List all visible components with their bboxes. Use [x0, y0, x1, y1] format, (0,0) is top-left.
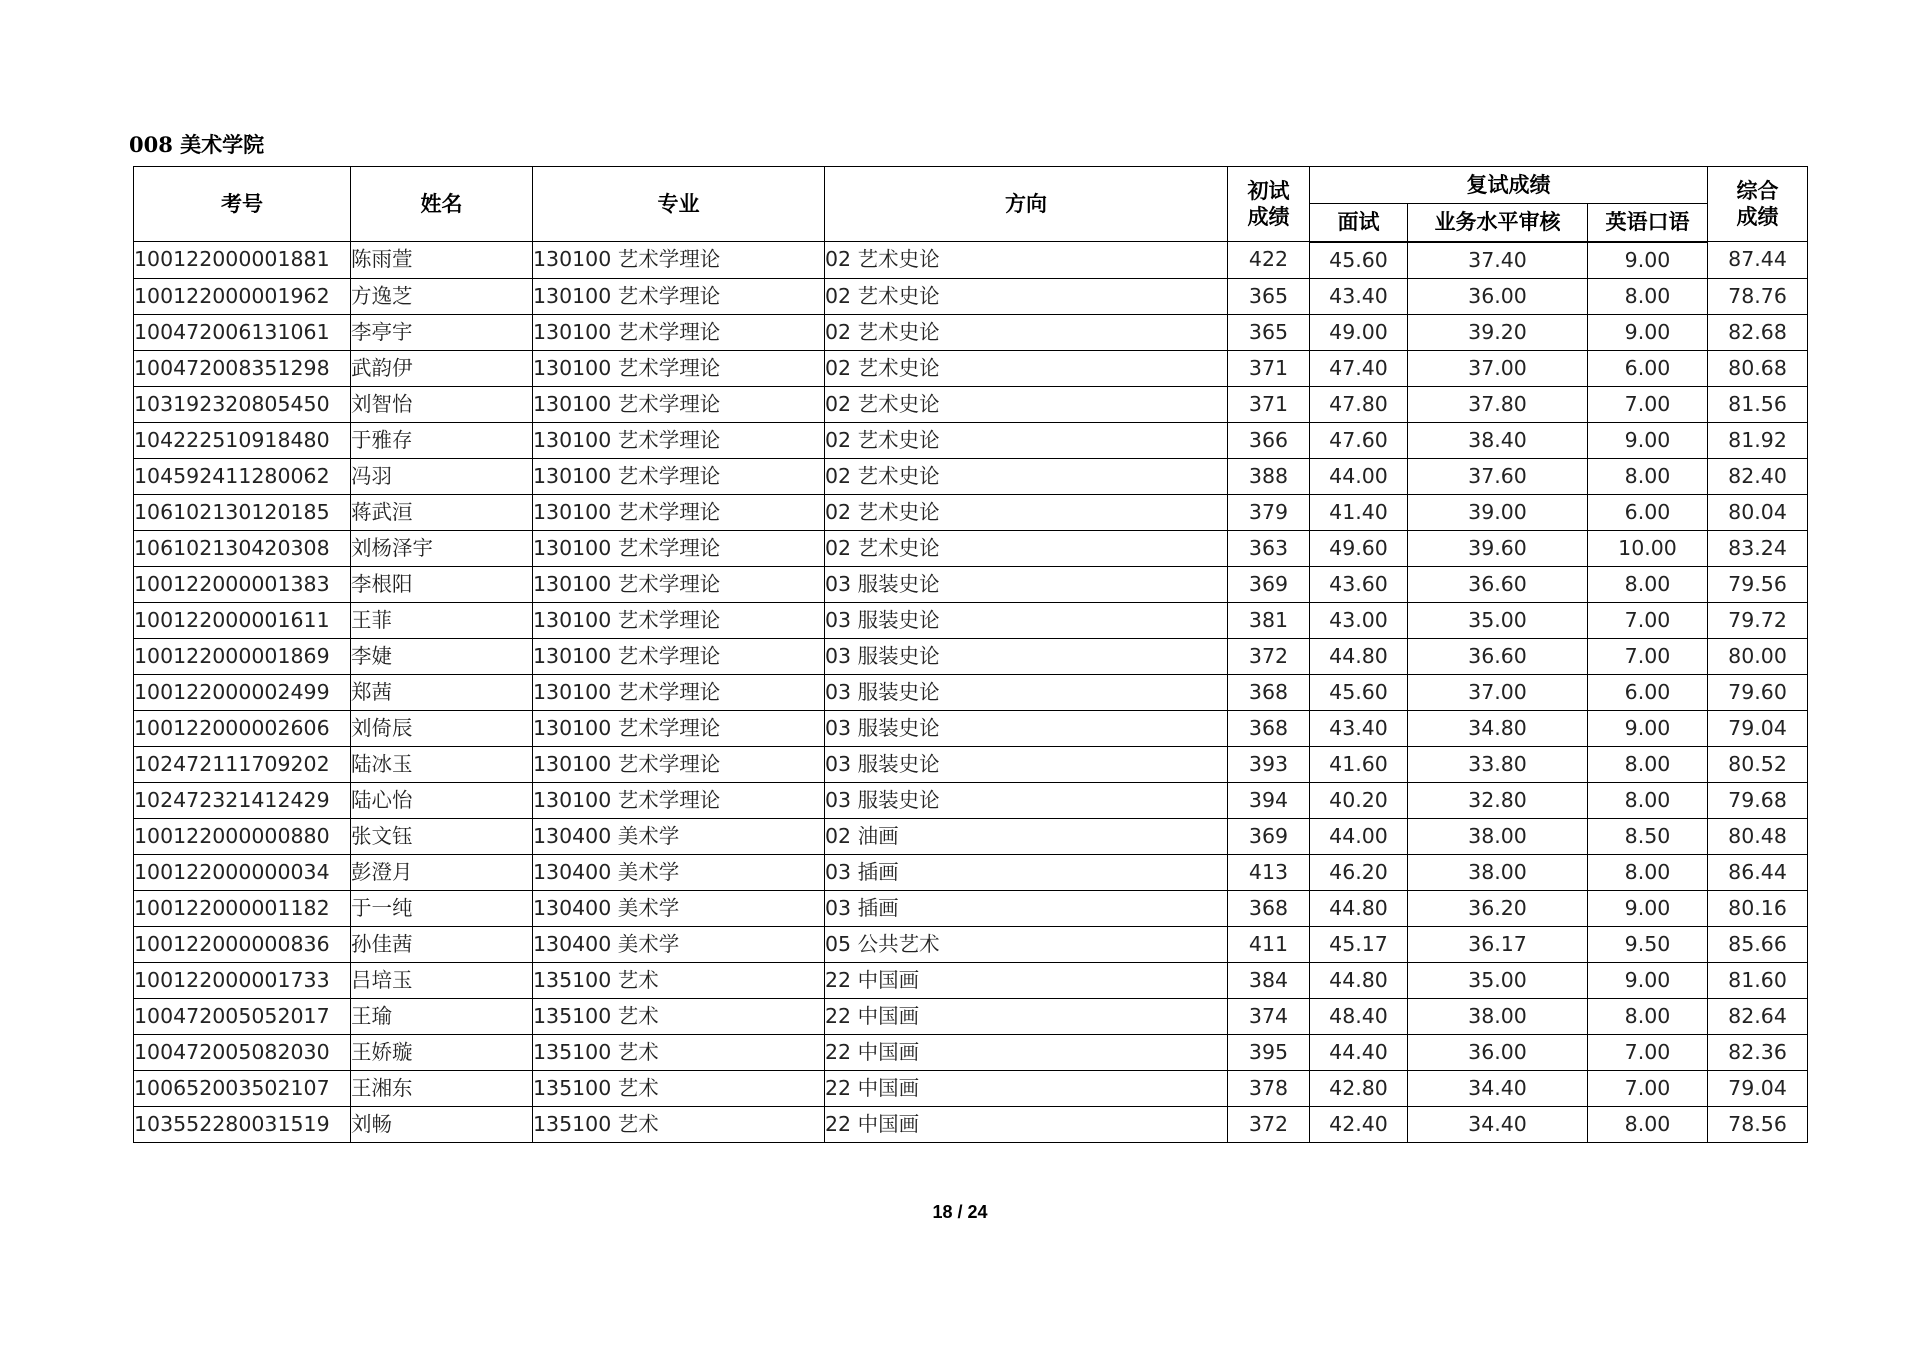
cell-english-oral-score: 6.00: [1588, 350, 1708, 386]
cell-interview-score: 43.40: [1310, 710, 1408, 746]
cell-total-score: 78.56: [1708, 1106, 1808, 1142]
table-row: [134, 962, 1808, 998]
cell-direction: 03 插画: [825, 890, 1228, 926]
cell-direction: 02 艺术史论: [825, 386, 1228, 422]
cell-prelim-score: 365: [1228, 314, 1310, 350]
header-prelim-score: [1228, 167, 1310, 242]
cell-exam-id: 103192320805450: [134, 386, 351, 422]
cell-interview-score: 45.17: [1310, 926, 1408, 962]
cell-exam-id: 100122000000836: [134, 926, 351, 962]
table-row: [134, 890, 1808, 926]
cell-exam-id: 100122000001733: [134, 962, 351, 998]
cell-major: 130100 艺术学理论: [533, 674, 825, 710]
cell-name: 刘杨泽宇: [351, 530, 533, 566]
cell-total-score: 80.48: [1708, 818, 1808, 854]
cell-prelim-score: 366: [1228, 422, 1310, 458]
cell-interview-score: 43.60: [1310, 566, 1408, 602]
cell-direction: 03 服装史论: [825, 674, 1228, 710]
cell-total-score: 83.24: [1708, 530, 1808, 566]
cell-english-oral-score: 7.00: [1588, 386, 1708, 422]
cell-prelim-score: 374: [1228, 998, 1310, 1034]
cell-major: 130100 艺术学理论: [533, 494, 825, 530]
cell-name: 方逸芝: [351, 278, 533, 314]
cell-total-score: 82.40: [1708, 458, 1808, 494]
table-row: [134, 350, 1808, 386]
cell-business-review-score: 36.17: [1408, 926, 1588, 962]
cell-name: 陆心怡: [351, 782, 533, 818]
header-total-line1: 综合: [1736, 179, 1779, 203]
cell-major: 130100 艺术学理论: [533, 566, 825, 602]
cell-direction: 22 中国画: [825, 1070, 1228, 1106]
header-interview: 面试: [1310, 204, 1408, 242]
header-business-review: 业务水平审核: [1408, 204, 1588, 242]
cell-name: 张文钰: [351, 818, 533, 854]
cell-exam-id: 100122000001869: [134, 638, 351, 674]
table-row: [134, 602, 1808, 638]
cell-interview-score: 44.80: [1310, 890, 1408, 926]
table-row: [134, 566, 1808, 602]
cell-exam-id: 100122000001182: [134, 890, 351, 926]
cell-english-oral-score: 6.00: [1588, 494, 1708, 530]
cell-name: 王湘东: [351, 1070, 533, 1106]
cell-direction: 02 艺术史论: [825, 494, 1228, 530]
cell-business-review-score: 36.00: [1408, 278, 1588, 314]
header-total-line2: 成绩: [1736, 205, 1779, 229]
cell-prelim-score: 411: [1228, 926, 1310, 962]
cell-prelim-score: 369: [1228, 818, 1310, 854]
cell-direction: 02 艺术史论: [825, 422, 1228, 458]
cell-exam-id: 100122000001611: [134, 602, 351, 638]
cell-exam-id: 100122000001962: [134, 278, 351, 314]
cell-business-review-score: 37.80: [1408, 386, 1588, 422]
cell-business-review-score: 36.00: [1408, 1034, 1588, 1070]
cell-business-review-score: 38.00: [1408, 818, 1588, 854]
cell-name: 蒋武洹: [351, 494, 533, 530]
cell-interview-score: 43.00: [1310, 602, 1408, 638]
cell-total-score: 79.04: [1708, 1070, 1808, 1106]
cell-exam-id: 103552280031519: [134, 1106, 351, 1142]
cell-direction: 22 中国画: [825, 962, 1228, 998]
cell-total-score: 79.56: [1708, 566, 1808, 602]
cell-english-oral-score: 10.00: [1588, 530, 1708, 566]
cell-english-oral-score: 8.00: [1588, 1106, 1708, 1142]
cell-english-oral-score: 9.50: [1588, 926, 1708, 962]
table-row: [134, 638, 1808, 674]
cell-business-review-score: 33.80: [1408, 746, 1588, 782]
cell-total-score: 80.16: [1708, 890, 1808, 926]
table-row: [134, 854, 1808, 890]
cell-interview-score: 41.40: [1310, 494, 1408, 530]
cell-interview-score: 47.60: [1310, 422, 1408, 458]
cell-name: 武韵伊: [351, 350, 533, 386]
cell-total-score: 80.52: [1708, 746, 1808, 782]
cell-business-review-score: 37.40: [1408, 242, 1588, 279]
cell-prelim-score: 388: [1228, 458, 1310, 494]
table-row: [134, 782, 1808, 818]
cell-interview-score: 49.00: [1310, 314, 1408, 350]
cell-major: 130100 艺术学理论: [533, 458, 825, 494]
cell-direction: 02 油画: [825, 818, 1228, 854]
cell-total-score: 82.68: [1708, 314, 1808, 350]
cell-name: 于雅存: [351, 422, 533, 458]
cell-total-score: 80.00: [1708, 638, 1808, 674]
cell-exam-id: 100122000002606: [134, 710, 351, 746]
cell-interview-score: 40.20: [1310, 782, 1408, 818]
cell-direction: 02 艺术史论: [825, 458, 1228, 494]
cell-direction: 03 服装史论: [825, 638, 1228, 674]
cell-name: 王娇璇: [351, 1034, 533, 1070]
cell-direction: 03 服装史论: [825, 746, 1228, 782]
table-row: [134, 278, 1808, 314]
cell-major: 130400 美术学: [533, 818, 825, 854]
cell-direction: 03 服装史论: [825, 710, 1228, 746]
cell-business-review-score: 34.80: [1408, 710, 1588, 746]
cell-major: 130100 艺术学理论: [533, 314, 825, 350]
cell-english-oral-score: 6.00: [1588, 674, 1708, 710]
cell-major: 130400 美术学: [533, 854, 825, 890]
cell-prelim-score: 365: [1228, 278, 1310, 314]
cell-interview-score: 47.80: [1310, 386, 1408, 422]
cell-exam-id: 104592411280062: [134, 458, 351, 494]
cell-interview-score: 49.60: [1310, 530, 1408, 566]
header-direction: 方向: [825, 167, 1228, 242]
cell-business-review-score: 37.00: [1408, 674, 1588, 710]
cell-exam-id: 100472008351298: [134, 350, 351, 386]
cell-english-oral-score: 8.00: [1588, 566, 1708, 602]
cell-prelim-score: 368: [1228, 890, 1310, 926]
cell-prelim-score: 368: [1228, 674, 1310, 710]
cell-english-oral-score: 8.00: [1588, 458, 1708, 494]
cell-direction: 02 艺术史论: [825, 530, 1228, 566]
cell-name: 刘畅: [351, 1106, 533, 1142]
cell-english-oral-score: 9.00: [1588, 242, 1708, 279]
cell-total-score: 79.72: [1708, 602, 1808, 638]
cell-name: 李亭宇: [351, 314, 533, 350]
cell-prelim-score: 381: [1228, 602, 1310, 638]
header-name: 姓名: [351, 167, 533, 242]
cell-major: 130100 艺术学理论: [533, 422, 825, 458]
cell-name: 彭澄月: [351, 854, 533, 890]
cell-business-review-score: 35.00: [1408, 602, 1588, 638]
cell-exam-id: 100122000001383: [134, 566, 351, 602]
cell-prelim-score: 395: [1228, 1034, 1310, 1070]
cell-business-review-score: 36.60: [1408, 638, 1588, 674]
cell-name: 于一纯: [351, 890, 533, 926]
cell-english-oral-score: 8.00: [1588, 278, 1708, 314]
cell-business-review-score: 36.60: [1408, 566, 1588, 602]
cell-direction: 02 艺术史论: [825, 278, 1228, 314]
cell-direction: 22 中国画: [825, 1106, 1228, 1142]
cell-english-oral-score: 7.00: [1588, 1034, 1708, 1070]
cell-prelim-score: 369: [1228, 566, 1310, 602]
cell-interview-score: 44.80: [1310, 962, 1408, 998]
cell-direction: 22 中国画: [825, 998, 1228, 1034]
table-row: [134, 674, 1808, 710]
table-row: [134, 422, 1808, 458]
cell-prelim-score: 384: [1228, 962, 1310, 998]
cell-direction: 05 公共艺术: [825, 926, 1228, 962]
cell-total-score: 82.36: [1708, 1034, 1808, 1070]
cell-prelim-score: 363: [1228, 530, 1310, 566]
header-row-top: [134, 167, 1808, 204]
cell-direction: 03 服装史论: [825, 566, 1228, 602]
cell-prelim-score: 393: [1228, 746, 1310, 782]
cell-exam-id: 106102130120185: [134, 494, 351, 530]
cell-interview-score: 46.20: [1310, 854, 1408, 890]
table-row: [134, 710, 1808, 746]
table-row: [134, 818, 1808, 854]
table-row: [134, 494, 1808, 530]
cell-major: 130100 艺术学理论: [533, 242, 825, 279]
cell-interview-score: 47.40: [1310, 350, 1408, 386]
cell-exam-id: 100472005082030: [134, 1034, 351, 1070]
cell-exam-id: 104222510918480: [134, 422, 351, 458]
cell-exam-id: 100122000002499: [134, 674, 351, 710]
cell-business-review-score: 34.40: [1408, 1070, 1588, 1106]
header-english-oral: 英语口语: [1588, 204, 1708, 242]
cell-interview-score: 44.80: [1310, 638, 1408, 674]
cell-interview-score: 41.60: [1310, 746, 1408, 782]
cell-english-oral-score: 8.00: [1588, 854, 1708, 890]
header-exam-id: 考号: [134, 167, 351, 242]
cell-direction: 02 艺术史论: [825, 314, 1228, 350]
cell-total-score: 81.92: [1708, 422, 1808, 458]
cell-major: 135100 艺术: [533, 1034, 825, 1070]
page-number: 18 / 24: [932, 1202, 988, 1222]
cell-name: 陆冰玉: [351, 746, 533, 782]
cell-business-review-score: 39.20: [1408, 314, 1588, 350]
cell-major: 130100 艺术学理论: [533, 638, 825, 674]
cell-exam-id: 100122000000034: [134, 854, 351, 890]
cell-business-review-score: 32.80: [1408, 782, 1588, 818]
cell-prelim-score: 378: [1228, 1070, 1310, 1106]
cell-prelim-score: 394: [1228, 782, 1310, 818]
cell-major: 130100 艺术学理论: [533, 782, 825, 818]
cell-major: 130100 艺术学理论: [533, 710, 825, 746]
table-row: [134, 242, 1808, 279]
cell-name: 王菲: [351, 602, 533, 638]
cell-interview-score: 45.60: [1310, 242, 1408, 279]
cell-prelim-score: 422: [1228, 242, 1310, 279]
cell-total-score: 79.04: [1708, 710, 1808, 746]
cell-name: 李婕: [351, 638, 533, 674]
cell-exam-id: 106102130420308: [134, 530, 351, 566]
table-row: [134, 998, 1808, 1034]
cell-direction: 03 服装史论: [825, 602, 1228, 638]
cell-major: 130100 艺术学理论: [533, 602, 825, 638]
cell-total-score: 81.60: [1708, 962, 1808, 998]
cell-total-score: 79.60: [1708, 674, 1808, 710]
table-row: [134, 926, 1808, 962]
cell-prelim-score: 372: [1228, 1106, 1310, 1142]
cell-total-score: 81.56: [1708, 386, 1808, 422]
cell-english-oral-score: 8.00: [1588, 998, 1708, 1034]
cell-english-oral-score: 7.00: [1588, 602, 1708, 638]
cell-english-oral-score: 7.00: [1588, 1070, 1708, 1106]
cell-exam-id: 102472321412429: [134, 782, 351, 818]
cell-major: 130100 艺术学理论: [533, 350, 825, 386]
cell-business-review-score: 35.00: [1408, 962, 1588, 998]
table-row: [134, 746, 1808, 782]
cell-major: 130100 艺术学理论: [533, 386, 825, 422]
table-row: [134, 386, 1808, 422]
cell-major: 135100 艺术: [533, 1106, 825, 1142]
cell-interview-score: 42.80: [1310, 1070, 1408, 1106]
cell-direction: 03 服装史论: [825, 782, 1228, 818]
cell-interview-score: 44.00: [1310, 458, 1408, 494]
cell-total-score: 79.68: [1708, 782, 1808, 818]
cell-total-score: 87.44: [1708, 242, 1808, 279]
cell-major: 130100 艺术学理论: [533, 278, 825, 314]
header-prelim-line1: 初试: [1247, 179, 1290, 203]
cell-prelim-score: 379: [1228, 494, 1310, 530]
cell-business-review-score: 38.00: [1408, 854, 1588, 890]
cell-prelim-score: 413: [1228, 854, 1310, 890]
cell-english-oral-score: 8.00: [1588, 782, 1708, 818]
cell-english-oral-score: 8.00: [1588, 746, 1708, 782]
cell-prelim-score: 371: [1228, 386, 1310, 422]
table-row: [134, 1106, 1808, 1142]
cell-name: 刘智怡: [351, 386, 533, 422]
cell-name: 陈雨萱: [351, 242, 533, 279]
table-row: [134, 1070, 1808, 1106]
cell-prelim-score: 371: [1228, 350, 1310, 386]
table-row: [134, 314, 1808, 350]
cell-english-oral-score: 7.00: [1588, 638, 1708, 674]
cell-name: 王瑜: [351, 998, 533, 1034]
cell-business-review-score: 34.40: [1408, 1106, 1588, 1142]
cell-name: 孙佳茜: [351, 926, 533, 962]
header-major: 专业: [533, 167, 825, 242]
cell-major: 130100 艺术学理论: [533, 746, 825, 782]
table-row: [134, 1034, 1808, 1070]
cell-interview-score: 45.60: [1310, 674, 1408, 710]
cell-interview-score: 43.40: [1310, 278, 1408, 314]
cell-major: 135100 艺术: [533, 1070, 825, 1106]
cell-total-score: 82.64: [1708, 998, 1808, 1034]
cell-total-score: 86.44: [1708, 854, 1808, 890]
cell-total-score: 80.68: [1708, 350, 1808, 386]
cell-major: 130400 美术学: [533, 890, 825, 926]
cell-major: 135100 艺术: [533, 998, 825, 1034]
cell-business-review-score: 38.40: [1408, 422, 1588, 458]
header-retest-score: 复试成绩: [1310, 167, 1708, 204]
cell-business-review-score: 37.00: [1408, 350, 1588, 386]
cell-business-review-score: 39.00: [1408, 494, 1588, 530]
table-row: [134, 458, 1808, 494]
cell-exam-id: 100122000001881: [134, 242, 351, 279]
cell-prelim-score: 368: [1228, 710, 1310, 746]
header-prelim-line2: 成绩: [1247, 205, 1290, 229]
cell-interview-score: 44.00: [1310, 818, 1408, 854]
cell-english-oral-score: 9.00: [1588, 422, 1708, 458]
score-table: [133, 166, 1808, 1143]
cell-prelim-score: 372: [1228, 638, 1310, 674]
cell-exam-id: 102472111709202: [134, 746, 351, 782]
cell-business-review-score: 36.20: [1408, 890, 1588, 926]
cell-name: 刘倚辰: [351, 710, 533, 746]
cell-major: 135100 艺术: [533, 962, 825, 998]
section-title: 008 美术学院: [129, 132, 265, 157]
table-body: [134, 242, 1808, 1143]
cell-name: 吕培玉: [351, 962, 533, 998]
cell-business-review-score: 39.60: [1408, 530, 1588, 566]
cell-total-score: 85.66: [1708, 926, 1808, 962]
cell-direction: 02 艺术史论: [825, 242, 1228, 279]
cell-direction: 22 中国画: [825, 1034, 1228, 1070]
cell-business-review-score: 38.00: [1408, 998, 1588, 1034]
cell-exam-id: 100652003502107: [134, 1070, 351, 1106]
cell-name: 李根阳: [351, 566, 533, 602]
cell-total-score: 78.76: [1708, 278, 1808, 314]
cell-total-score: 80.04: [1708, 494, 1808, 530]
cell-direction: 03 插画: [825, 854, 1228, 890]
cell-english-oral-score: 9.00: [1588, 890, 1708, 926]
header-total-score: [1708, 167, 1808, 242]
cell-exam-id: 100122000000880: [134, 818, 351, 854]
cell-name: 冯羽: [351, 458, 533, 494]
cell-direction: 02 艺术史论: [825, 350, 1228, 386]
cell-name: 郑茜: [351, 674, 533, 710]
table-row: [134, 530, 1808, 566]
cell-interview-score: 42.40: [1310, 1106, 1408, 1142]
cell-major: 130400 美术学: [533, 926, 825, 962]
cell-english-oral-score: 8.50: [1588, 818, 1708, 854]
cell-english-oral-score: 9.00: [1588, 710, 1708, 746]
cell-exam-id: 100472005052017: [134, 998, 351, 1034]
cell-english-oral-score: 9.00: [1588, 314, 1708, 350]
cell-interview-score: 48.40: [1310, 998, 1408, 1034]
cell-business-review-score: 37.60: [1408, 458, 1588, 494]
cell-interview-score: 44.40: [1310, 1034, 1408, 1070]
cell-english-oral-score: 9.00: [1588, 962, 1708, 998]
cell-exam-id: 100472006131061: [134, 314, 351, 350]
cell-major: 130100 艺术学理论: [533, 530, 825, 566]
